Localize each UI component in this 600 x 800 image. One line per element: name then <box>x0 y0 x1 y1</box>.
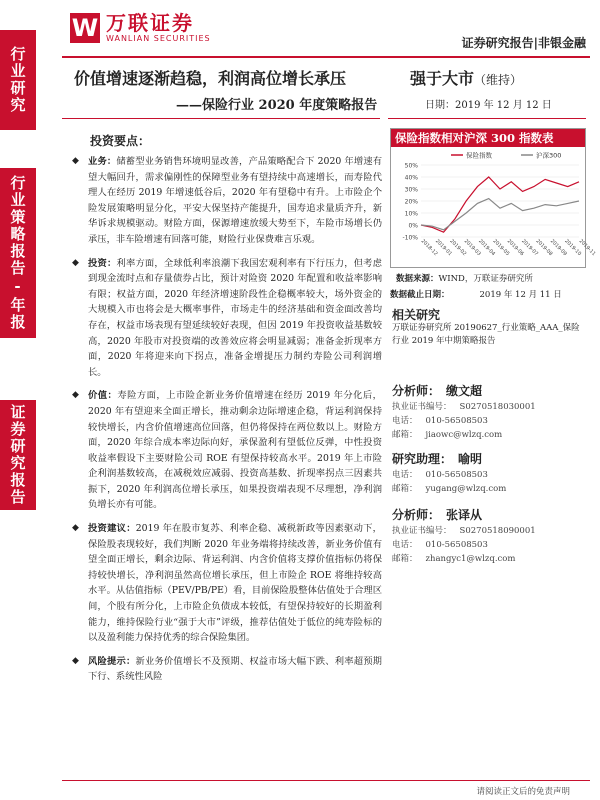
analyst-role: 分析师： <box>392 384 441 398</box>
bullet-icon: ◆ <box>72 257 79 268</box>
key-point <box>70 154 382 248</box>
analyst-card <box>392 452 506 496</box>
tel-label: 电话： <box>392 540 418 550</box>
key-point <box>70 388 382 513</box>
x-tick-label: 2019-11 <box>577 238 597 258</box>
key-point-head: 业务： <box>88 156 117 167</box>
key-point-text: 新业务价值增长不及预期、权益市场大幅下跌、利率超预期下行、系统性风险 <box>88 655 382 683</box>
logo-mark: W <box>71 13 99 42</box>
x-tick-label: 2019-03 <box>462 238 482 258</box>
x-tick-label: 2019-08 <box>534 238 554 258</box>
disclaimer-note: 请阅读正文后的免责声明 <box>476 787 570 797</box>
key-points-heading: 投资要点： <box>90 134 151 148</box>
data-cutoff <box>390 288 562 300</box>
related-heading: 相关研究 <box>392 308 441 322</box>
cert-label: 执业证书编号： <box>392 402 452 412</box>
analyst-name: 缴文超 <box>446 384 483 398</box>
logo-text <box>106 12 211 43</box>
rating <box>410 66 522 89</box>
key-point-head: 投资： <box>88 257 117 269</box>
email-label: 邮箱： <box>392 430 418 440</box>
side-tab-securities-report: 证券研究报告 <box>0 400 36 510</box>
cutoff-label: 数据截止日期： <box>390 290 450 300</box>
company-logo <box>70 12 211 43</box>
x-tick-label: 2019-04 <box>477 238 497 258</box>
email-label: 邮箱： <box>392 554 418 564</box>
email-link[interactable]: yugang@wlzq.com <box>425 484 507 494</box>
analyst-card <box>392 508 536 566</box>
chart-canvas <box>391 147 597 267</box>
divider-right <box>388 118 586 119</box>
side-tab-industry-research: 行业研究 <box>0 30 36 130</box>
related-text: 万联证券研究所 20190627_行业策略_AAA_保险行业 2019 年中期策略报告 <box>392 323 580 346</box>
series-line <box>421 177 579 232</box>
email-label: 邮箱： <box>392 484 418 494</box>
rating-label: 强于大市 <box>410 69 475 88</box>
rating-note: （维持） <box>474 73 523 87</box>
y-tick-label: 50% <box>404 162 418 170</box>
y-tick-label: 40% <box>404 174 418 182</box>
x-tick-label: 2019-09 <box>548 238 568 258</box>
key-point-text: 储蓄型业务销售环境明显改善，产品策略配合下 2020 年增速有望大幅回升，需求偏刚性的保障型业务有望持续中高速增长，而寿险代理人在经历 2019 年增速低谷后，2020 年有望稳中有升。上市险企个险发展策略明显分化，平安大保坚持产能提升，国寿追求量质齐升，新华诉求规模驱动。财险方面，保源增速放缓大势至下，车险市场增长仍承压，非车险增速有回落可能，财险行业保费难言乐观。 <box>88 156 382 245</box>
key-point <box>70 654 382 685</box>
email-link[interactable]: jiaowc@wlzq.com <box>425 430 503 440</box>
x-tick-label: 2019-05 <box>491 238 511 258</box>
tel-label: 电话： <box>392 416 418 426</box>
cert-number: S0270518090001 <box>459 526 536 536</box>
index-chart <box>390 128 597 268</box>
cert-number: S0270518030001 <box>459 402 536 412</box>
key-point-text: 利率方面，全球低利率浪潮下我国宏观利率有下行压力，但考虑到现金流时点和存量债券占比，预计对险资 2020 年配置和收益率影响有限；权益方面，2020 年经济增速阶段性企稳概率较大，场外资金的大规模入市也将会是大概率事件，市场走牛的经济基础和资金面改善均存在，权益市场表现有望延续较好表现，但因 2019 年投资收益基数较高，2020 年股市对投资端的改善效应将会明显减弱；准备金折现率方面，2020 年将迎来向下拐点，准备金增提压力制约寿险公司利润增长。 <box>88 257 382 378</box>
tel-label: 电话： <box>392 470 418 480</box>
divider-left <box>62 118 380 119</box>
y-tick-label: -10% <box>402 234 418 242</box>
source-label: 数据来源： <box>396 274 439 284</box>
legend-label: 保险指数 <box>466 151 492 160</box>
chart-title: 保险指数相对沪深 300 指数表 <box>391 129 585 147</box>
analyst-name: 喻明 <box>458 452 483 466</box>
key-point-text: 2019 年在股市复苏、利率企稳、减税新政等因素驱动下，保险股表现较好，我们判断 2020 年业务端将持续改善，新业务价值有望全面正增长，剩余边际、背运利润、内含价值将支撑价值指标仍将保持较快增长，净利润虽然高位增长承压，但上市险企 ROE 将维持较高水平。从估值指标（PEV/PB/PE）看，目前保险股整体估值处于合理区间，个股有所分化，上市险企负债成本较低，有望保持较好的长期盈利能力，维持保险行业“强于大市”评级，推荐估值处于低位的纯寿险标的以及盈利能力保持优秀的综合保险集团。 <box>88 523 382 644</box>
x-tick-label: 2019-01 <box>433 238 453 258</box>
cutoff-text: 2019 年 12 月 11 日 <box>479 290 562 300</box>
key-point-text: 寿险方面，上市险企新业务价值增速在经历 2019 年分化后，2020 年有望迎来全面正增长，推动剩余边际增速企稳，背运利润保持较快增长，内含价值增速高位回落，但仍将保持在两位数以上。财险方面，2020 年综合成本率边际向好，承保盈利有望低位反弹，中性投资收益率假设下主要财险公司 ROE 有望保持较高水平。2019 年上市险企利润基数较高，在减税效应减弱、投资高基数、折现率拐点三因素共振下，2020 年利润高位增长承压，如果投资端表现不尽理想，净利润负增长亦有可能。 <box>88 390 382 511</box>
key-point-head: 价值： <box>88 390 118 402</box>
analyst-role: 分析师： <box>392 508 441 522</box>
tel-number: 010-56508503 <box>425 470 488 480</box>
report-type: 证券研究报告|非银金融 <box>461 36 586 50</box>
page-title: 价值增速逐渐趋稳，利润高位增长承压 <box>74 69 347 88</box>
side-tab-strategy-report: 行业策略报告-年报 <box>0 168 36 338</box>
header-divider <box>62 56 590 58</box>
bullet-icon: ◆ <box>72 156 79 166</box>
data-source <box>396 272 533 284</box>
email-link[interactable]: zhangyc1@wlzq.com <box>425 554 516 564</box>
bullet-icon: ◆ <box>72 390 79 401</box>
key-point-head: 投资建议： <box>88 523 136 535</box>
page-subtitle: ——保险行业 2020 年度策略报告 <box>176 98 378 113</box>
logo-cn: 万联证券 <box>106 11 194 35</box>
x-tick-label: 2019-07 <box>520 238 540 258</box>
cert-label: 执业证书编号： <box>392 526 452 536</box>
analyst-role: 研究助理： <box>392 452 453 466</box>
tel-number: 010-56508503 <box>425 416 488 426</box>
source-text: WIND，万联证券研究所 <box>438 274 533 284</box>
key-point <box>70 521 382 646</box>
key-point <box>70 256 382 381</box>
x-tick-label: 2019-10 <box>563 238 583 258</box>
analyst-card <box>392 384 536 442</box>
y-tick-label: 30% <box>404 186 418 194</box>
x-tick-label: 2019-02 <box>448 238 468 258</box>
legend-label: 沪深300 <box>536 151 562 160</box>
x-tick-label: 2019-06 <box>505 238 525 258</box>
y-tick-label: 0% <box>408 222 418 230</box>
bullet-icon: ◆ <box>72 523 79 534</box>
analyst-name: 张译从 <box>446 508 483 522</box>
y-tick-label: 20% <box>404 198 418 206</box>
bullet-icon: ◆ <box>72 655 79 666</box>
report-date: 日期：2019 年 12 月 12 日 <box>425 100 552 111</box>
logo-en: WANLIAN SECURITIES <box>106 34 211 43</box>
y-tick-label: 10% <box>404 210 418 218</box>
x-tick-label: 2018-12 <box>419 238 439 258</box>
footer-divider <box>62 780 590 781</box>
key-point-head: 风险提示： <box>88 655 136 667</box>
key-points-list <box>70 154 382 693</box>
tel-number: 010-56508503 <box>425 540 488 550</box>
